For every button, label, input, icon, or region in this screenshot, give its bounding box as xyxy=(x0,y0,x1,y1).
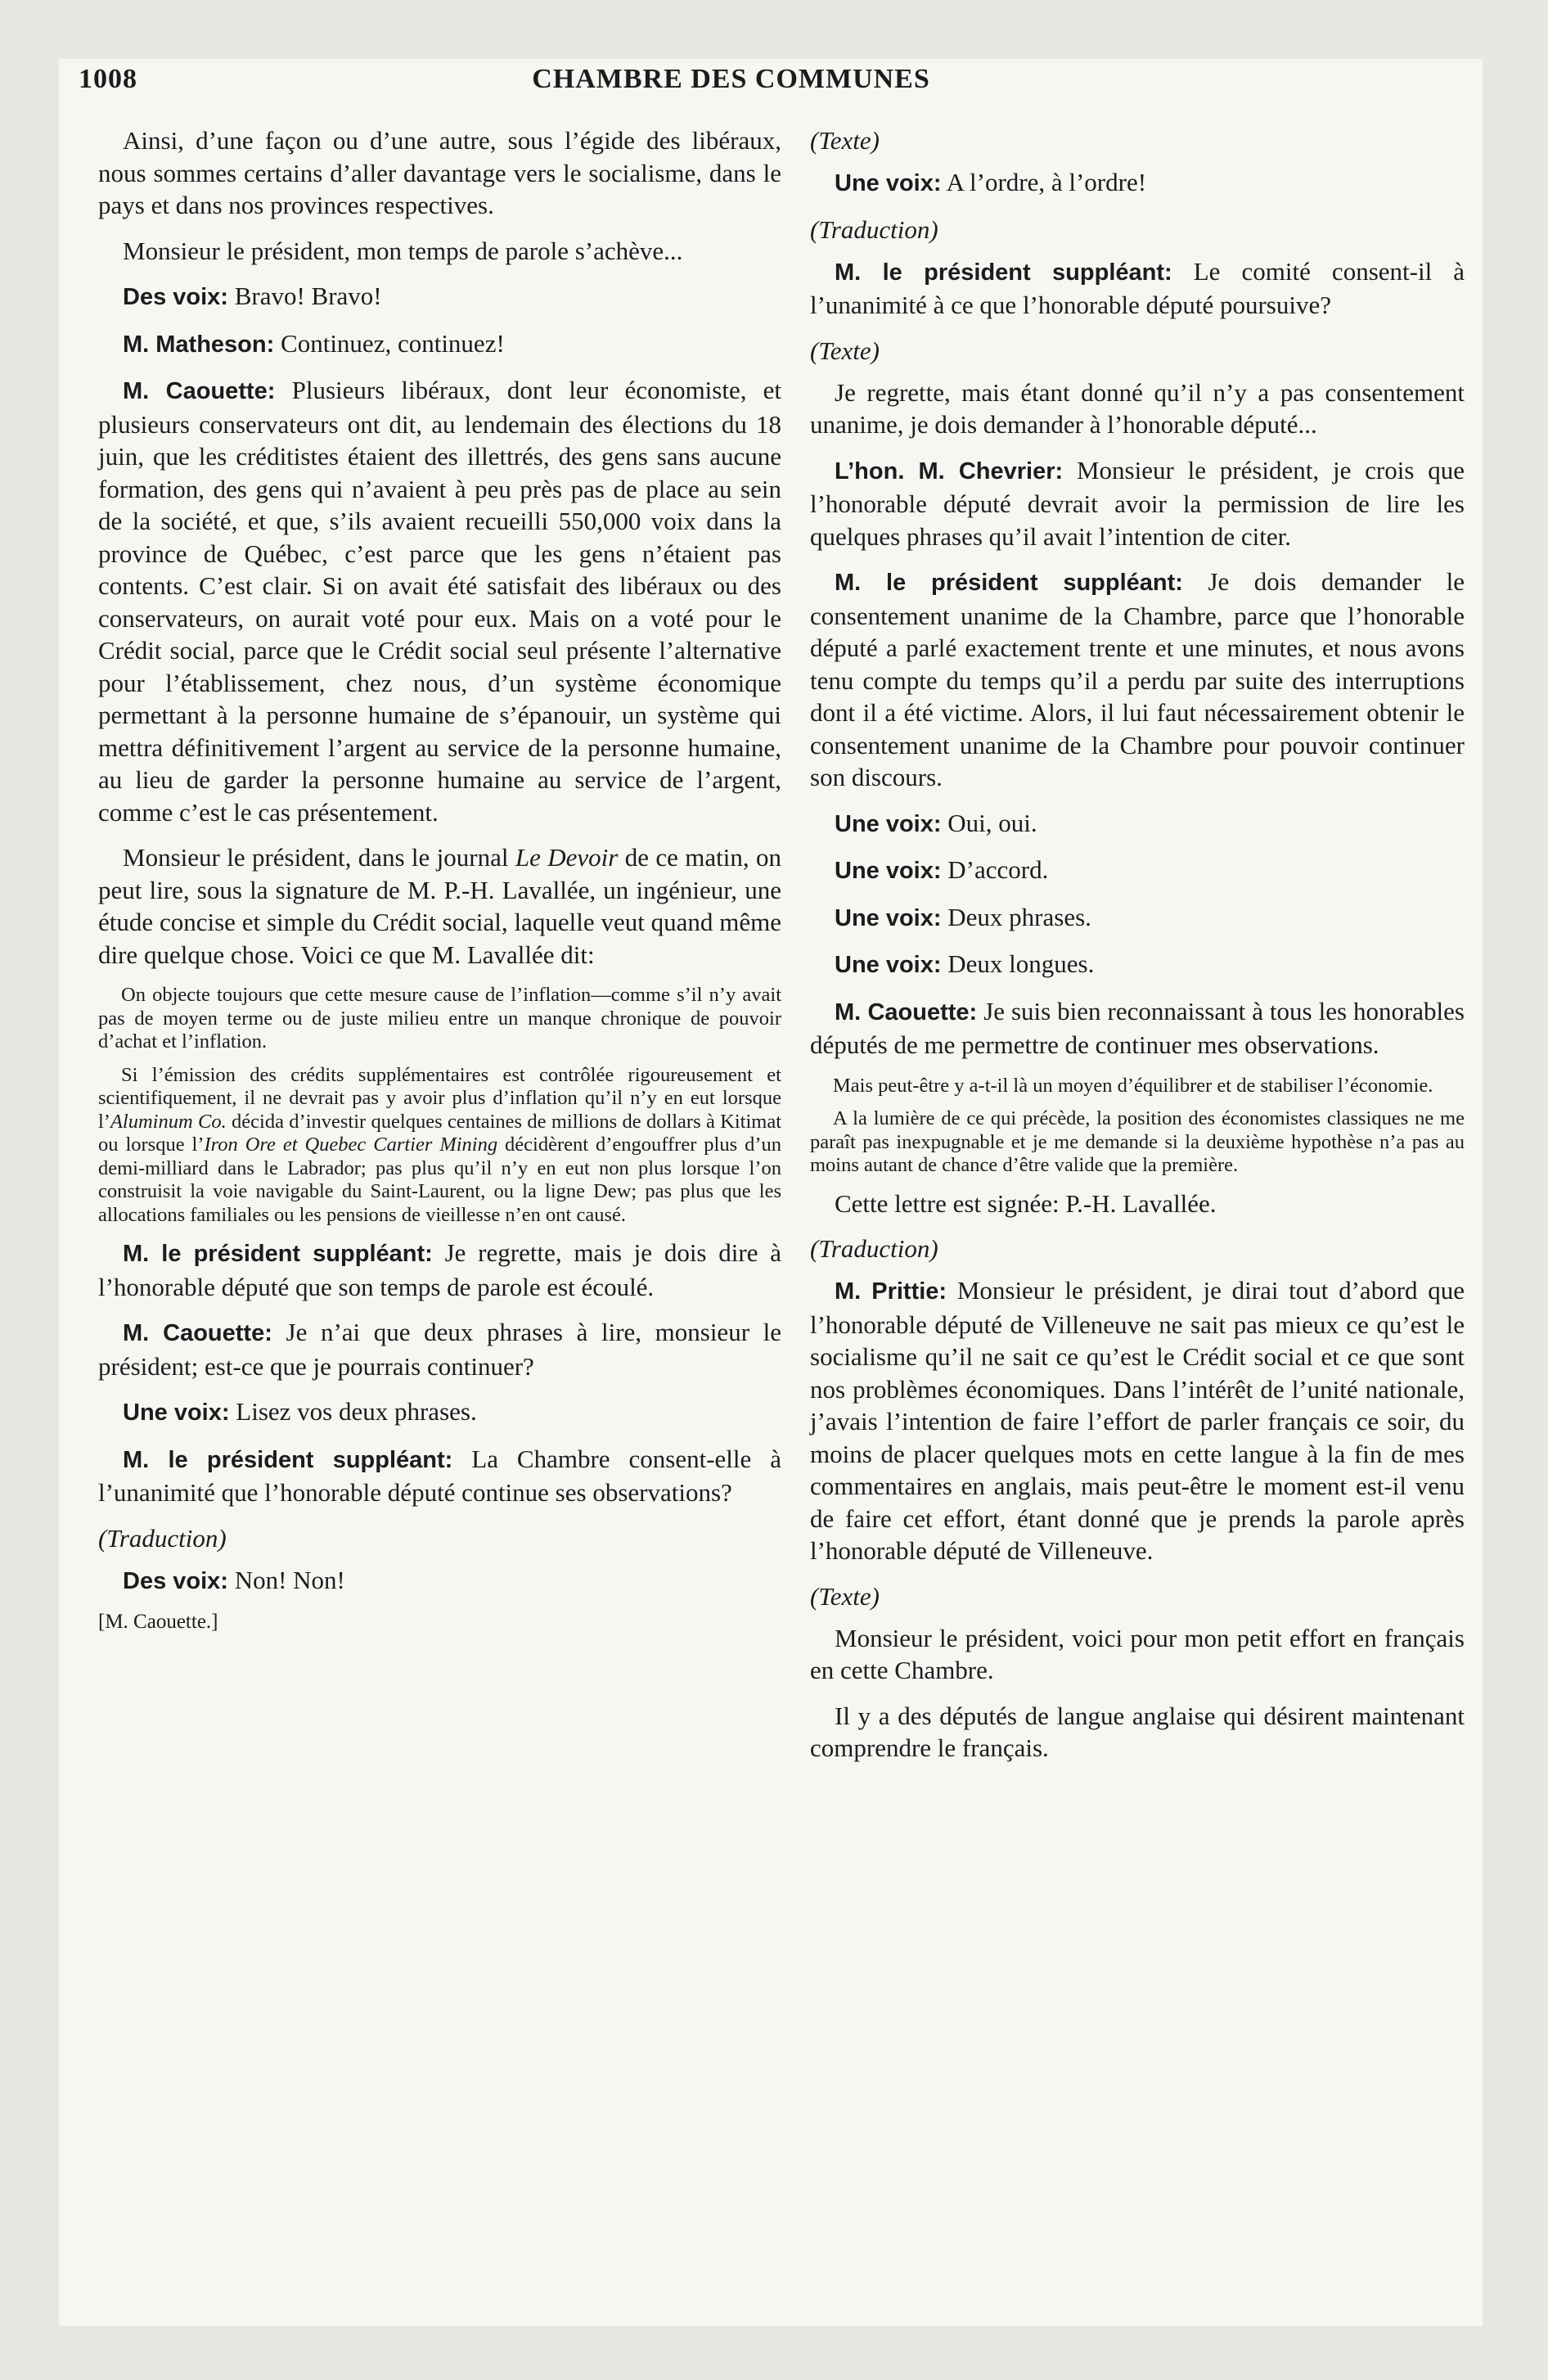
text-run: décidèrent d’engouffrer plus d’un demi-milliard dans le Labrador; pas plus qu’il n’y en eut non plus lorsque l’on construisit la voie navigable du Saint-Laurent, ou la ligne Dew; pas plus que les allocations familiales ou les pensions de vieillesse n’en ont causé. xyxy=(98,1134,782,1226)
page-header xyxy=(79,64,1384,113)
company-name: Iron Ore et Quebec Cartier Mining xyxy=(204,1134,498,1156)
speaker-name: M. Caouette: xyxy=(123,1320,272,1346)
speaker-name: L’hon. M. Chevrier: xyxy=(835,458,1064,485)
quotation: Mais peut-être y a-t-il là un moyen d’équilibrer et de stabiliser l’économie. xyxy=(833,1074,1433,1097)
speech-text: Monsieur le président, je crois que l’honorable député devrait avoir la permission de lire les quelques phrases qu’il avait l’intention de citer. xyxy=(810,455,1465,551)
language-note: (Traduction) xyxy=(810,1234,938,1263)
speech-text: D’accord. xyxy=(947,855,1049,884)
left-column xyxy=(98,124,781,1634)
company-name: Aluminum Co. xyxy=(110,1110,227,1133)
quotation xyxy=(98,1064,781,1228)
speech-text: La Chambre consent-elle à l’unanimité que l’honorable député continue ses observations? xyxy=(98,1444,781,1507)
speech-text: Je n’ai que deux phrases à lire, monsieur le président; est-ce que je pourrais continuer? xyxy=(98,1318,782,1381)
speaker-name: M. Prittie: xyxy=(835,1278,947,1305)
page-number: 1008 xyxy=(79,64,137,94)
speech xyxy=(98,374,781,828)
speech-text: Non! Non! xyxy=(234,1565,345,1594)
speech-text: Monsieur le président, je dirai tout d’abord que l’honorable député de Villeneuve ne sait pas mieux ce qu’est le socialisme qu’il ne sait ce qu’est le Crédit social et ce que sont nos problèmes économiques. Dans l’intérêt de l’unité nationale, j’avais l’intention de faire l’effort de parler français ce soir, du moins de placer quelques mots en cette langue à la fin de mes commentaires en anglais, mais peut-être le moment est-il venu de faire cet effort, étant donné que je prends la parole après l’honorable député de Villeneuve. xyxy=(810,1276,1465,1565)
quotation: A la lumière de ce qui précède, la position des économistes classiques ne me paraît pas inexpugnable et je me demande si la deuxième hypothèse n’a pas au moins autant de chance d’être valide que la première. xyxy=(810,1107,1465,1176)
speaker-name: Une voix: xyxy=(835,904,942,931)
speech-text: Je dois demander le consentement unanime de la Chambre, parce que l’honorable député a parlé exactement trente et une minutes, et nous avons tenu compte du temps qu’il a perdu par suite des interruptions dont il a été victime. Alors, il lui faut nécessairement obtenir le consentement unanime de la Chambre pour pouvoir continuer son discours. xyxy=(810,567,1465,791)
speech-text: Je regrette, mais je dois dire à l’honorable député que son temps de parole est écoulé. xyxy=(98,1238,782,1301)
language-note: (Traduction) xyxy=(98,1523,227,1553)
speech-text: Bravo! Bravo! xyxy=(234,282,382,310)
text-run: de ce matin, on peut lire, sous la signature de M. P.-H. Lavallée, un ingénieur, une étude concise et simple du Crédit social, laquelle veut quand même dire quelque chose. Voici ce que M. Lavallée dit: xyxy=(98,843,781,969)
speech xyxy=(810,995,1465,1062)
speech-text: Deux longues. xyxy=(947,949,1095,978)
right-column xyxy=(810,124,1465,1778)
speech-text: Oui, oui. xyxy=(947,808,1037,837)
speaker-name: M. le président suppléant: xyxy=(123,1446,453,1473)
speaker-name: Une voix: xyxy=(835,952,942,978)
speech-text: Continuez, continuez! xyxy=(281,328,505,358)
speaker-name: Une voix: xyxy=(835,858,942,884)
speech xyxy=(98,280,781,314)
running-head: CHAMBRE DES COMMUNES xyxy=(532,64,930,94)
speech-text: Deux phrases. xyxy=(947,902,1091,931)
speech xyxy=(810,807,1465,841)
speech xyxy=(98,1395,781,1430)
speaker-name: Des voix: xyxy=(123,284,228,310)
speech xyxy=(810,1274,1465,1567)
text-run: Monsieur le président, dans le journal xyxy=(123,843,515,872)
language-note: (Texte) xyxy=(810,336,880,365)
paragraph: Il y a des députés de langue anglaise qui désirent maintenant comprendre le français. xyxy=(810,1701,1465,1762)
speech xyxy=(98,1564,781,1598)
speech xyxy=(810,901,1465,935)
speaker-name: M. Caouette: xyxy=(835,998,978,1025)
speech xyxy=(98,1443,781,1509)
speaker-name: M. le président suppléant: xyxy=(835,259,1172,286)
speech xyxy=(810,566,1465,794)
speaker-name: M. Matheson: xyxy=(123,331,275,358)
speaker-name: Une voix: xyxy=(835,170,942,196)
text-run: Si l’émission des crédits supplémentaires est contrôlée rigoureusement et scientifiquement, il ne devrait pas y avoir plus d’inflation qu’il n’y en eut lorsque l’ xyxy=(98,1063,781,1133)
speech xyxy=(810,948,1465,982)
paragraph xyxy=(98,841,781,971)
text-run: décida d’investir quelques centaines de millions de dollars à Kitimat ou lorsque l’ xyxy=(98,1110,781,1156)
speaker-name: Une voix: xyxy=(123,1400,230,1426)
language-note: (Texte) xyxy=(810,1581,880,1611)
speech-text: A l’ordre, à l’ordre! xyxy=(946,168,1147,196)
paragraph: Monsieur le président, voici pour mon petit effort en français en cette Chambre. xyxy=(810,1623,1465,1684)
paragraph: Je regrette, mais étant donné qu’il n’y a pas consentement unanime, je dois demander à l’honorable député... xyxy=(810,377,1465,439)
speech-text: Plusieurs libéraux, dont leur économiste, et plusieurs conservateurs ont dit, au lendemain des élections du 18 juin, que les créditistes étaient des illettrés, des gens sans aucune formation, des gens qui n’avaient à peu près pas de place au sein de la société, et que, s’ils avaient recueilli 550,000 voix dans la province de Québec, c’est parce que les gens n’étaient pas contents. C’est clair. Si on avait été satisfait des libéraux ou des conservateurs, on aurait voté pour eux. Mais on a voté pour le Crédit social, parce que le Crédit social seul présente l’alternative pour l’établissement, chez nous, d’un système économique permettant à la personne humaine de s’épanouir, un système qui mettra définitivement l’argent au service de la personne humaine, au lieu de garder la personne humaine au service de l’argent, comme c’est le cas présentement. xyxy=(98,376,782,827)
speech xyxy=(810,454,1465,553)
speaker-name: M. le président suppléant: xyxy=(835,570,1183,596)
speech-text: Lisez vos deux phrases. xyxy=(236,1397,477,1426)
speech xyxy=(810,854,1465,888)
speech xyxy=(810,255,1465,322)
speech-text: Le comité consent-il à l’unanimité à ce que l’honorable député poursuive? xyxy=(810,256,1465,319)
speech xyxy=(98,1316,781,1382)
speech-text: Je suis bien reconnaissant à tous les honorables députés de me permettre de continuer mes observations. xyxy=(810,996,1465,1059)
paragraph: Ainsi, d’une façon ou d’une autre, sous l’égide des libéraux, nous sommes certains d’aller davantage vers le socialisme, dans le pays et dans nos provinces respectives. xyxy=(98,126,781,219)
speech xyxy=(810,166,1465,201)
language-note: (Texte) xyxy=(810,126,880,155)
quotation: On objecte toujours que cette mesure cause de l’inflation—comme s’il n’y avait pas de moyen terme ou de juste milieu entre un manque chronique de pouvoir d’achat et l’inflation. xyxy=(98,984,781,1053)
speech xyxy=(98,327,781,362)
speaker-name: M. le président suppléant: xyxy=(123,1241,433,1267)
speaker-name: Une voix: xyxy=(835,810,942,837)
speech xyxy=(98,1237,781,1303)
speaker-signoff: [M. Caouette.] xyxy=(98,1611,218,1633)
speaker-name: Des voix: xyxy=(123,1567,228,1594)
speaker-name: M. Caouette: xyxy=(123,378,276,404)
newspaper-title: Le Devoir xyxy=(515,843,619,872)
paragraph: Cette lettre est signée: P.-H. Lavallée. xyxy=(835,1188,1217,1218)
paragraph: Monsieur le président, mon temps de parole s’achève... xyxy=(123,236,683,265)
language-note: (Traduction) xyxy=(810,214,938,244)
